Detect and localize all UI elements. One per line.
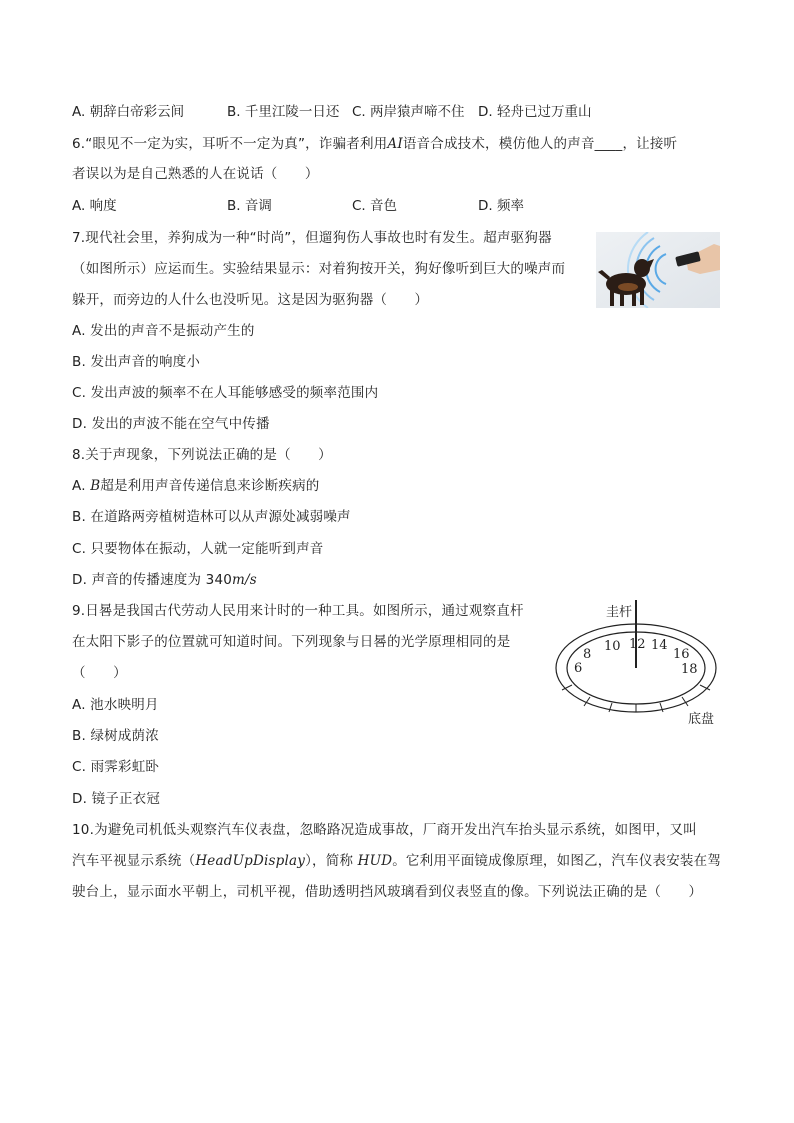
- hour-14: 14: [651, 638, 668, 653]
- q6-option-a: A. 响度: [72, 198, 117, 214]
- hour-6: 6: [574, 661, 583, 676]
- q6-stem-line2: 者误以为是自己熟悉的人在说话（ ）: [72, 166, 319, 182]
- hour-8: 8: [583, 647, 592, 662]
- sundial-figure: [552, 596, 724, 730]
- q9-stem-line1: 9.日晷是我国古代劳动人民用来计时的一种工具。如图所示，通过观察直杆: [72, 603, 524, 619]
- q10-line2-mid: ），简称: [305, 853, 358, 869]
- q7-stem-line2: （如图所示）应运而生。实验结果显示：对着狗按开关，狗好像听到巨大的噪声而: [72, 261, 566, 277]
- q7-stem-line1: 7.现代社会里，养狗成为一种“时尚”，但遛狗伤人事故也时有发生。超声驱狗器: [72, 230, 552, 246]
- q6-stem-pre: 6.“眼见不一定为实，耳听不一定为真”，诈骗者利用: [72, 136, 388, 152]
- sundial-base-label: 底盘: [688, 712, 715, 727]
- q6-option-c: C. 音色: [352, 198, 398, 214]
- q10-stem-line1: 10.为避免司机低头观察汽车仪表盘，忽略路况造成事故，厂商开发出汽车抬头显示系统，如图甲，又叫: [72, 822, 697, 838]
- hour-18: 18: [681, 662, 698, 677]
- q7-option-c: C. 发出声波的频率不在人耳能够感受的频率范围内: [72, 385, 379, 401]
- q8-option-a: [72, 476, 320, 496]
- sundial-ticks: [562, 685, 710, 712]
- q9-option-b: B. 绿树成荫浓: [72, 728, 159, 744]
- q6-option-d: D. 频率: [478, 198, 524, 214]
- q9-option-c: C. 雨霁彩虹卧: [72, 759, 160, 775]
- q6-ai-term: AI: [387, 136, 403, 152]
- q7-option-b: B. 发出声音的响度小: [72, 354, 201, 370]
- q9-stem-line2: 在太阳下影子的位置就可知道时间。下列现象与日晷的光学原理相同的是: [72, 634, 511, 650]
- q9-stem-line3: （ ）: [72, 665, 127, 681]
- hour-16: 16: [673, 647, 690, 662]
- q7-option-d: D. 发出的声波不能在空气中传播: [72, 416, 270, 432]
- q8-option-b: B. 在道路两旁植树造林可以从声源处减弱噪声: [72, 509, 351, 525]
- q7-stem-line3: 躲开，而旁边的人什么也没听见。这是因为驱狗器（ ）: [72, 292, 429, 308]
- q10-stem-line2: [72, 851, 721, 871]
- dog-repeller-figure: [596, 232, 720, 308]
- q9-option-a: A. 池水映明月: [72, 697, 159, 713]
- sundial-pole-label: 圭杆: [606, 605, 633, 620]
- q7-option-a: A. 发出的声音不是振动产生的: [72, 323, 255, 339]
- q6-stem-post: 语音合成技术，模仿他人的声音____，让接听: [402, 136, 678, 152]
- q5-option-b: B. 千里江陵一日还: [227, 104, 340, 120]
- q8-option-d-unit: m/s: [232, 572, 257, 588]
- q10-hud-abbr: HUD: [357, 853, 393, 869]
- q5-option-a: A. 朝辞白帝彩云间: [72, 104, 185, 120]
- q10-line2-post: 。它利用平面镜成像原理，如图乙，汽车仪表安装在驾: [392, 853, 722, 869]
- q8-option-a-prefix: A.: [72, 478, 91, 494]
- q8-option-d: [72, 570, 257, 590]
- q6-stem-line1: [72, 134, 677, 154]
- q8-option-a-b: B: [90, 478, 101, 494]
- q6-option-b: B. 音调: [227, 198, 272, 214]
- hour-12: 12: [629, 637, 646, 652]
- q8-option-c: C. 只要物体在振动，人就一定能听到声音: [72, 541, 324, 557]
- q10-hud-english: HeadUpDisplay: [195, 853, 306, 869]
- q8-stem: 8.关于声现象，下列说法正确的是（ ）: [72, 447, 332, 463]
- q10-line2-pre: 汽车平视显示系统（: [72, 853, 196, 869]
- q9-option-d: D. 镜子正衣冠: [72, 791, 161, 807]
- q8-option-a-text: 超是利用声音传递信息来诊断疾病的: [100, 478, 320, 494]
- q10-stem-line3: 驶台上，显示面水平朝上，司机平视，借助透明挡风玻璃看到仪表竖直的像。下列说法正确的是（ ）: [72, 884, 703, 900]
- q5-option-c: C. 两岸猿声啼不住: [352, 104, 465, 120]
- hour-10: 10: [604, 639, 621, 654]
- q8-option-d-text: D. 声音的传播速度为 340: [72, 572, 233, 588]
- q5-option-d: D. 轻舟已过万重山: [478, 104, 592, 120]
